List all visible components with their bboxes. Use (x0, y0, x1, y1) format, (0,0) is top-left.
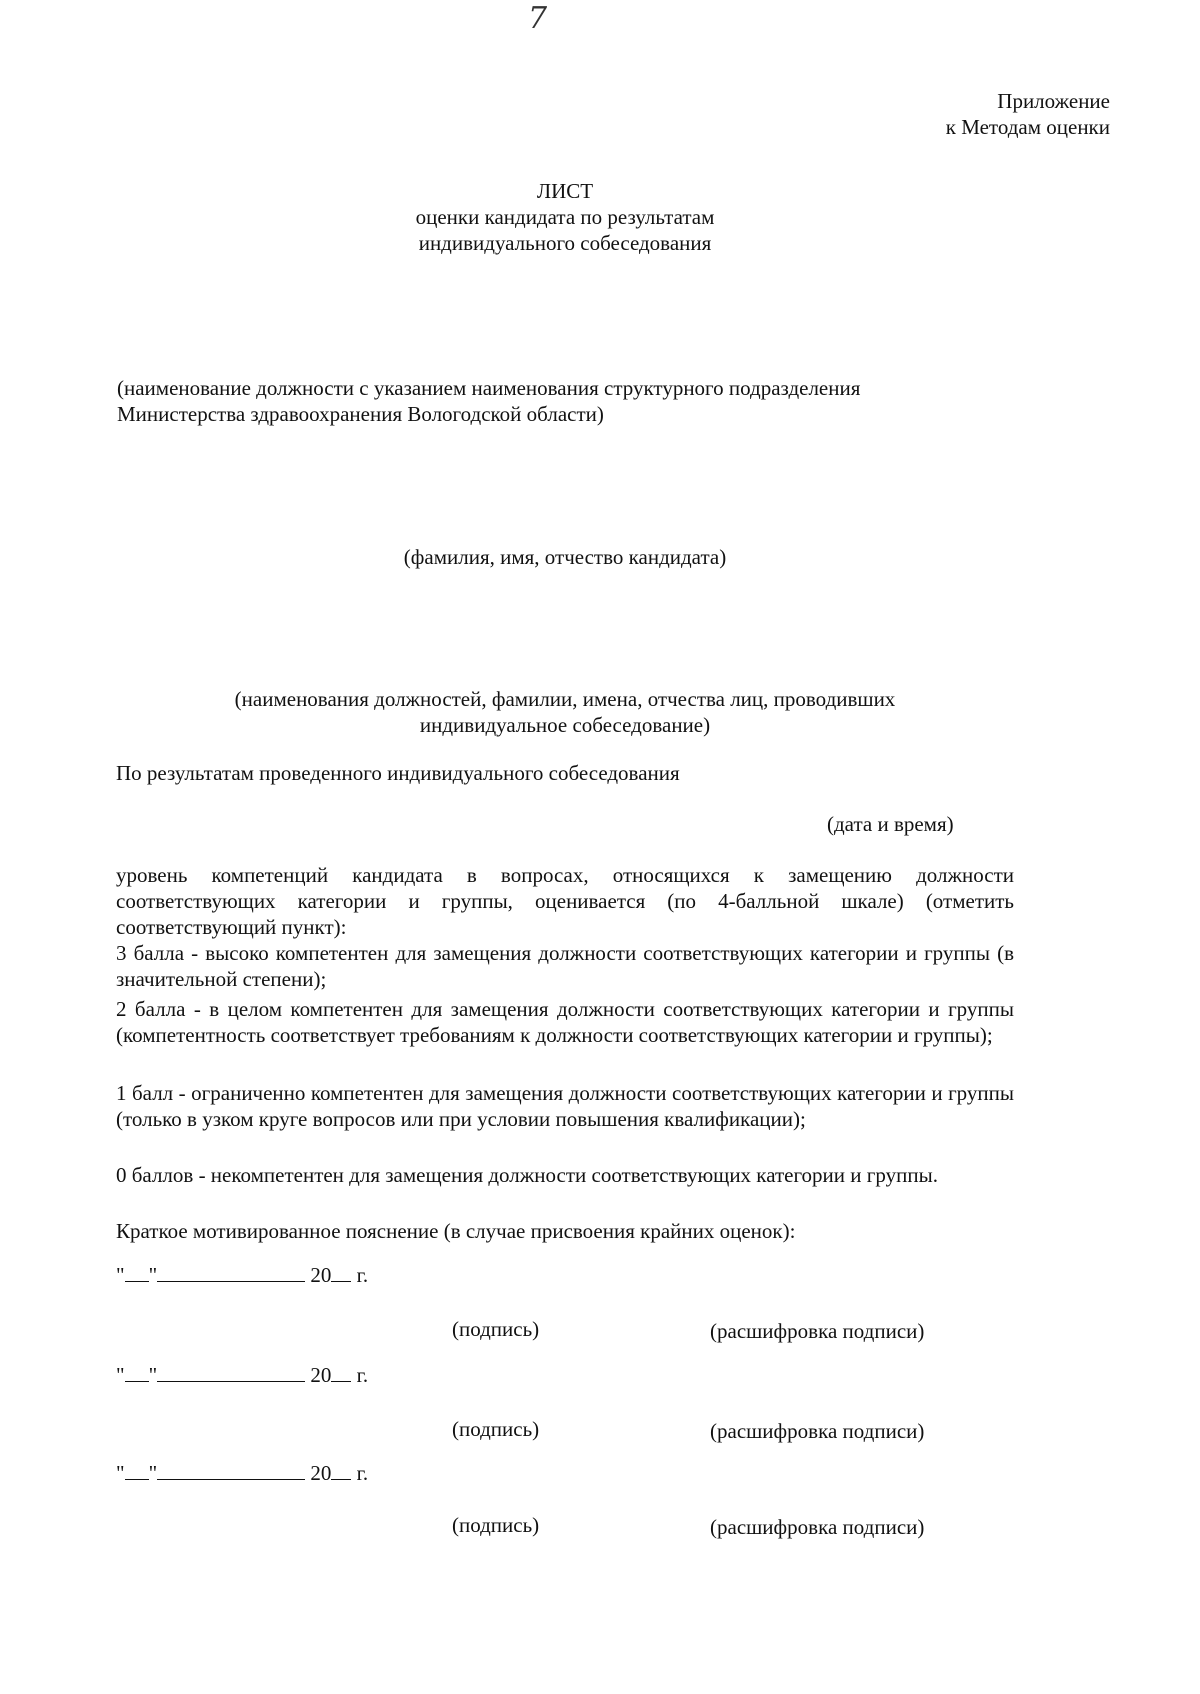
appendix-header (946, 88, 1110, 140)
quote-open: " (116, 1461, 125, 1485)
decoding-label-1: (расшифровка подписи) (710, 1319, 925, 1343)
title-line2: оценки кандидата по результатам (415, 205, 715, 229)
date-line-2 (116, 1362, 368, 1388)
signature-label-2: (подпись) (452, 1417, 540, 1441)
month-blank (157, 1463, 305, 1480)
year-blank (331, 1463, 351, 1480)
quote-close: " (148, 1263, 158, 1287)
quote-close: " (148, 1461, 158, 1485)
assessment-paragraph: уровень компетенций кандидата в вопросах, относящихся к замещению должности соответствующих категории и группы, оценивается (по 4-балльной шкале) (отметить соответствующий пункт): (116, 863, 1014, 939)
year-prefix: 20 (310, 1263, 332, 1287)
year-suffix: г. (356, 1461, 369, 1485)
interviewers-caption-line1: (наименования должностей, фамилии, имена, отчества лиц, проводивших (234, 687, 896, 711)
explanation-line: Краткое мотивированное пояснение (в случае присвоения крайних оценок): (116, 1219, 796, 1243)
day-blank (125, 1463, 149, 1480)
score-0-item: 0 баллов - некомпетентен для замещения должности соответствующих категории и группы. (116, 1163, 938, 1187)
appendix-line1: Приложение (997, 89, 1110, 113)
position-caption-line2: Министерства здравоохранения Вологодской области) (117, 402, 604, 426)
signature-label-3: (подпись) (452, 1513, 540, 1537)
month-blank (157, 1265, 305, 1282)
quote-close: " (148, 1363, 158, 1387)
year-suffix: г. (356, 1263, 369, 1287)
year-prefix: 20 (310, 1363, 332, 1387)
candidate-caption: (фамилия, имя, отчество кандидата) (403, 545, 727, 569)
score-1-item: 1 балл - ограниченно компетентен для замещения должности соответствующих категории и группы (только в узком круге вопросов или при условии повышения квалификации); (116, 1081, 1014, 1131)
score-3-item: 3 балла - высоко компетентен для замещения должности соответствующих категории и группы (в значительной степени); (116, 941, 1014, 991)
decoding-label-3: (расшифровка подписи) (710, 1515, 925, 1539)
date-line-1 (116, 1262, 368, 1288)
title-line1: ЛИСТ (536, 179, 594, 203)
year-prefix: 20 (310, 1461, 332, 1485)
day-blank (125, 1365, 149, 1382)
decoding-label-2: (расшифровка подписи) (710, 1419, 925, 1443)
year-blank (331, 1365, 351, 1382)
position-caption (117, 375, 1017, 427)
month-blank (157, 1365, 305, 1382)
day-blank (125, 1265, 149, 1282)
year-suffix: г. (356, 1363, 369, 1387)
quote-open: " (116, 1363, 125, 1387)
date-time-caption: (дата и время) (827, 812, 954, 836)
title-line3: индивидуального собеседования (418, 231, 712, 255)
date-line-3 (116, 1460, 368, 1486)
interviewers-caption (0, 686, 1130, 738)
score-2-item: 2 балла - в целом компетентен для замещения должности соответствующих категории и группы (компетентность соответствует требованиям к должности соответствующих категории и группы); (116, 997, 1014, 1047)
document-title (0, 178, 1130, 256)
page-number: 7 (528, 1, 548, 36)
position-caption-line1: (наименование должности с указанием наименования структурного подразделения (117, 376, 861, 400)
signature-label-1: (подпись) (452, 1317, 540, 1341)
intro-paragraph: По результатам проведенного индивидуального собеседования (116, 761, 680, 785)
appendix-line2: к Методам оценки (945, 115, 1110, 139)
interviewers-caption-line2: индивидуальное собеседование) (419, 713, 711, 737)
quote-open: " (116, 1263, 125, 1287)
year-blank (331, 1265, 351, 1282)
